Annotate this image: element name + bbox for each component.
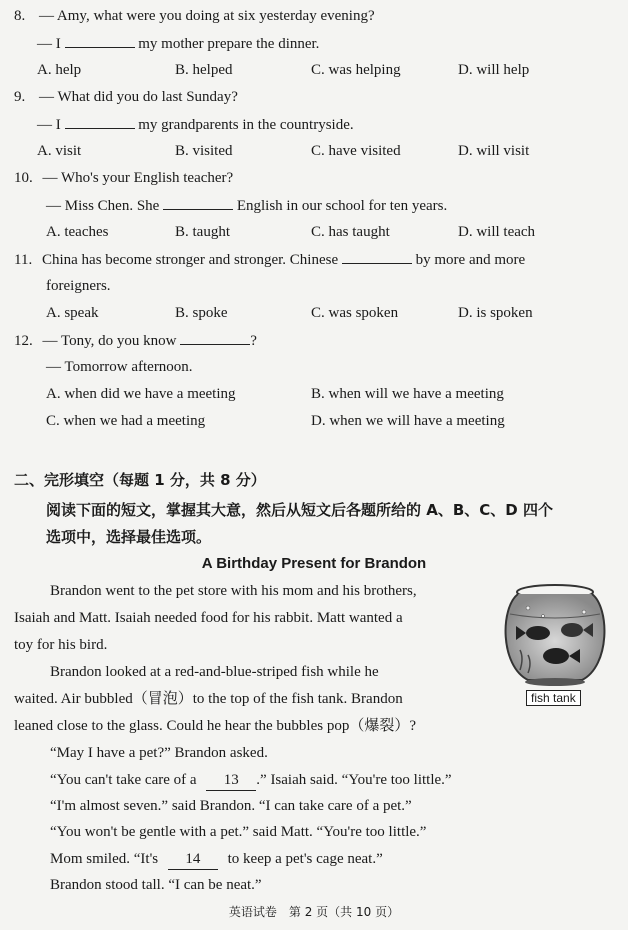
question-10-answer-line: [46, 195, 447, 216]
question-9-answer-line: [37, 114, 354, 135]
answer-suffix: English in our school for ten years.: [236, 198, 448, 214]
dialogue-line: “I'm almost seven.” said Brandon. “I can take care of a pet.”: [50, 798, 412, 814]
dialogue-line: “May I have a pet?” Brandon asked.: [50, 745, 268, 761]
question-number: 11.: [14, 252, 33, 268]
section-heading: 二、完形填空（每题 1 分，共 8 分）: [14, 471, 266, 489]
option-a[interactable]: A. speak: [46, 305, 99, 321]
question-number: 8.: [14, 8, 26, 24]
option-b[interactable]: B. taught: [175, 224, 230, 240]
dialogue-line: Brandon stood tall. “I can be neat.”: [50, 877, 262, 893]
answer-blank[interactable]: [342, 249, 412, 264]
question-reply: — Tomorrow afternoon.: [46, 359, 193, 375]
option-a[interactable]: A. help: [37, 62, 82, 78]
option-d[interactable]: D. is spoken: [458, 305, 533, 321]
dialogue-line: [50, 849, 383, 870]
option-b[interactable]: B. when will we have a meeting: [311, 386, 504, 402]
option-d[interactable]: D. will visit: [458, 143, 530, 159]
answer-suffix: my grandparents in the countryside.: [138, 117, 354, 133]
question-prompt: — Amy, what were you doing at six yesterday evening?: [39, 8, 375, 24]
answer-blank[interactable]: [65, 33, 135, 48]
option-d[interactable]: D. when we will have a meeting: [311, 413, 505, 429]
question-prompt: — Who's your English teacher?: [42, 170, 234, 186]
answer-prefix: — I: [37, 36, 61, 52]
question-prompt: — What did you do last Sunday?: [39, 89, 238, 105]
option-c[interactable]: C. was helping: [311, 62, 401, 78]
page-footer: 英语试卷 第 2 页（共 10 页）: [228, 905, 400, 919]
question-number: 10.: [14, 170, 33, 186]
option-d[interactable]: D. will teach: [458, 224, 536, 240]
answer-prefix: — I: [37, 117, 61, 133]
option-b[interactable]: B. spoke: [175, 305, 228, 321]
option-a[interactable]: A. visit: [37, 143, 82, 159]
option-c[interactable]: C. has taught: [311, 224, 390, 240]
fish-tank-image: [498, 578, 612, 706]
passage-line: Brandon went to the pet store with his mom and his brothers,: [50, 583, 417, 599]
cloze-blank-13[interactable]: 13: [206, 770, 256, 791]
question-number: 9.: [14, 89, 26, 105]
passage-line: Isaiah and Matt. Isaiah needed food for his rabbit. Matt wanted a: [14, 610, 403, 626]
answer-suffix: my mother prepare the dinner.: [138, 36, 320, 52]
passage-line: Brandon looked at a red-and-blue-striped fish while he: [50, 664, 379, 680]
passage-line: waited. Air bubbled（冒泡）to the top of the fish tank. Brandon: [14, 691, 403, 707]
question-10: [14, 168, 233, 188]
dialogue-text: .” Isaiah said. “You're too little.”: [256, 772, 452, 788]
option-c[interactable]: C. was spoken: [311, 305, 399, 321]
answer-blank[interactable]: [163, 195, 233, 210]
answer-prefix: — Miss Chen. She: [46, 198, 160, 214]
option-d[interactable]: D. will help: [458, 62, 530, 78]
passage-line: toy for his bird.: [14, 637, 108, 653]
fish-bowl-icon: [498, 578, 612, 688]
passage-title: A Birthday Present for Brandon: [201, 555, 427, 572]
question-continuation: foreigners.: [46, 278, 111, 294]
question-prompt: — Tony, do you know: [42, 333, 177, 349]
answer-blank[interactable]: [180, 330, 250, 345]
answer-blank[interactable]: [65, 114, 135, 129]
dialogue-text: to keep a pet's cage neat.”: [227, 851, 383, 867]
question-12: [14, 330, 257, 351]
question-prompt: China has become stronger and stronger. Chinese: [41, 252, 339, 268]
option-c[interactable]: C. when we had a meeting: [46, 413, 206, 429]
question-9: [14, 87, 238, 107]
option-a[interactable]: A. when did we have a meeting: [46, 386, 236, 402]
question-8-answer-line: [37, 33, 319, 54]
dialogue-line: “You won't be gentle with a pet.” said Matt. “You're too little.”: [50, 824, 427, 840]
question-prompt-end: by more and more: [415, 252, 526, 268]
question-prompt-end: ?: [250, 333, 257, 349]
option-a[interactable]: A. teaches: [46, 224, 109, 240]
dialogue-line: [50, 770, 452, 791]
image-caption: fish tank: [526, 690, 581, 706]
section-instruction: 阅读下面的短文，掌握其大意，然后从短文后各题所给的 A、B、C、D 四个: [46, 501, 553, 519]
question-8: [14, 6, 375, 26]
question-number: 12.: [14, 333, 33, 349]
cloze-blank-14[interactable]: 14: [168, 849, 218, 870]
dialogue-text: Mom smiled. “It's: [50, 851, 159, 867]
question-11: [14, 249, 525, 270]
option-b[interactable]: B. visited: [175, 143, 233, 159]
option-b[interactable]: B. helped: [175, 62, 233, 78]
section-instruction-cont: 选项中，选择最佳选项。: [46, 528, 212, 546]
passage-line: leaned close to the glass. Could he hear the bubbles pop（爆裂）?: [14, 718, 416, 734]
option-c[interactable]: C. have visited: [311, 143, 401, 159]
dialogue-text: “You can't take care of a: [50, 772, 197, 788]
